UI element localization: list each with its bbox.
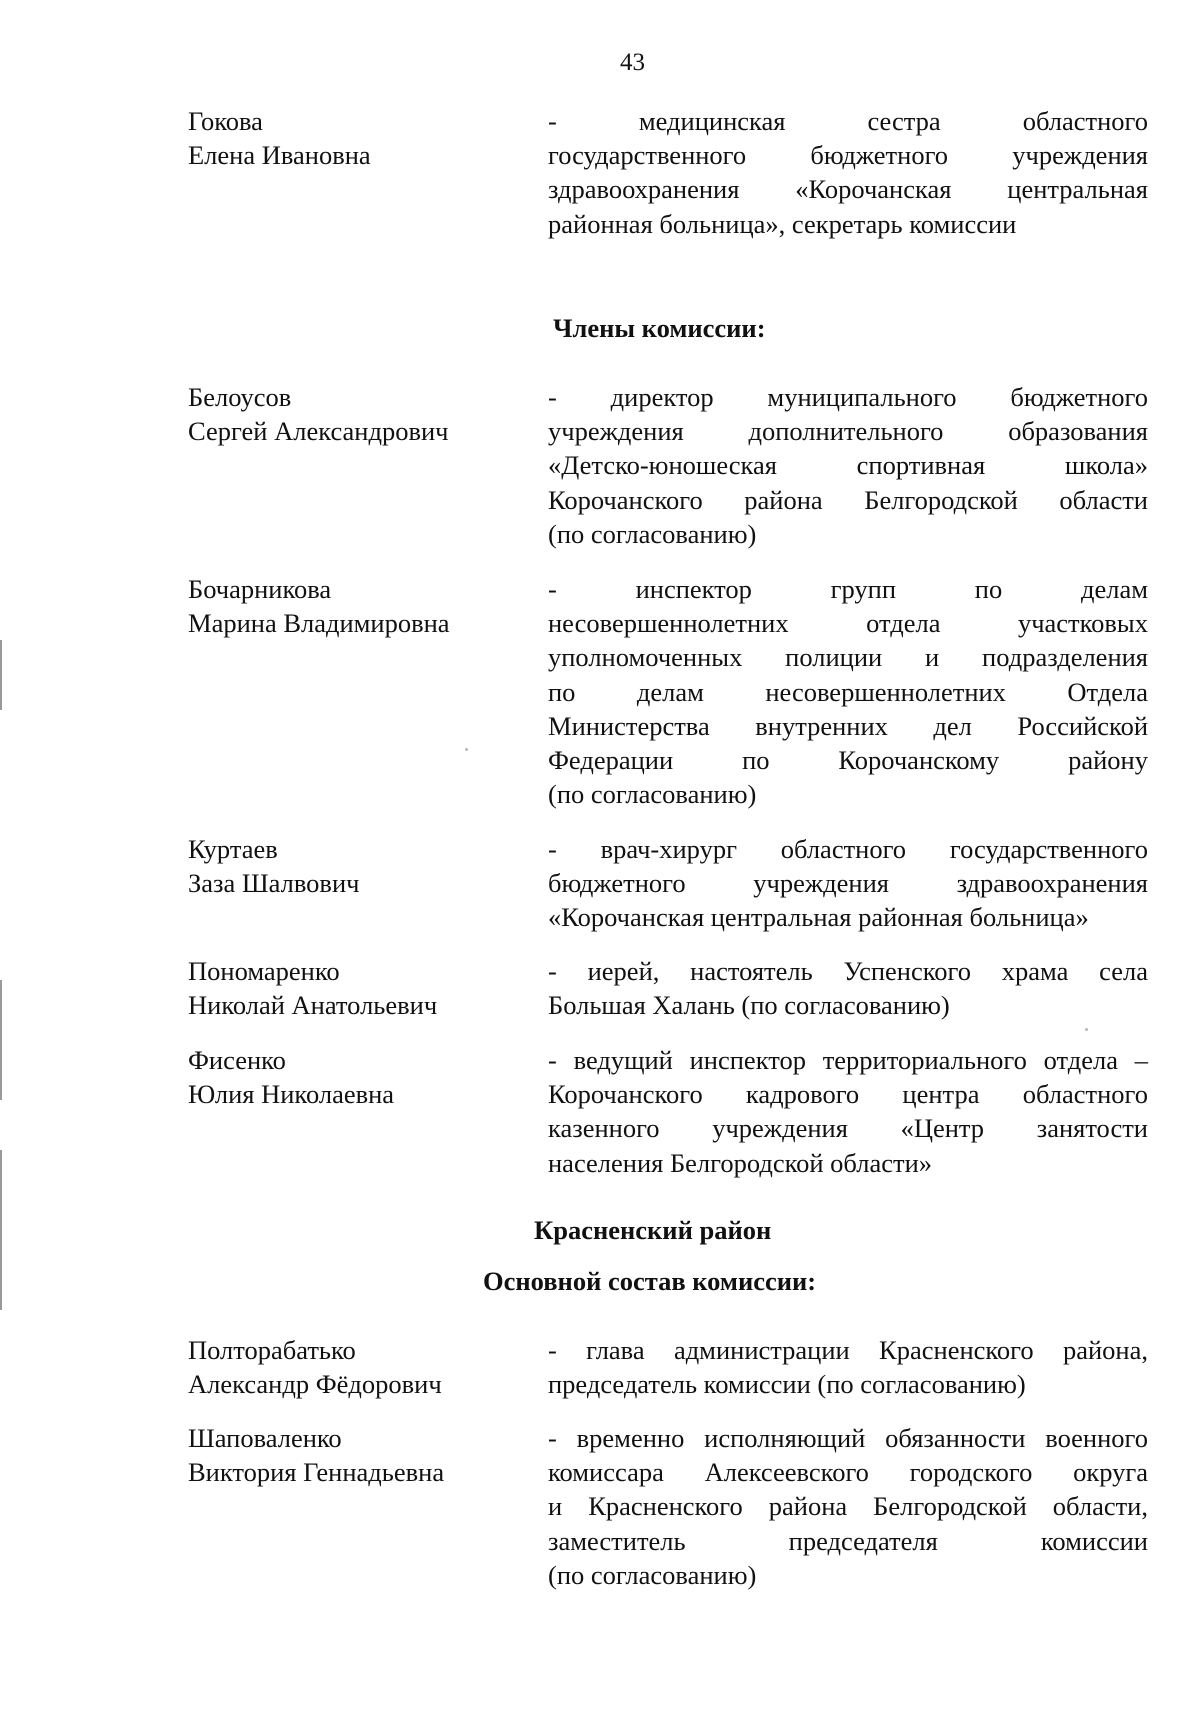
scan-edge-mark (0, 980, 2, 1100)
scan-speck (1085, 1028, 1088, 1031)
person-position (548, 954, 1148, 1022)
person-surname: Гокова (188, 106, 263, 136)
main-composition-heading: Основной состав комиссии: (483, 1266, 817, 1296)
position-line: Большая Халань (по согласованию) (548, 990, 950, 1021)
person-given-name: Александр Фёдорович (188, 1369, 442, 1400)
person-name (188, 380, 518, 448)
person-surname: Куртаев (188, 834, 278, 864)
person-position (548, 104, 1148, 241)
position-line: председатель комиссии (по согласованию) (548, 1369, 1026, 1400)
person-position (548, 380, 1148, 551)
position-line: населения Белгородской области» (548, 1147, 933, 1178)
position-line: и Красненского района Белгородской области, (548, 1491, 1148, 1522)
position-line: несовершеннолетних отдела участковых (548, 608, 1148, 639)
position-line: - временно исполняющий обязанности военного (548, 1423, 1148, 1453)
position-line: учреждения дополнительного образования (548, 416, 1148, 447)
person-position (548, 1043, 1148, 1180)
position-line: - врач-хирург областного государственного (548, 834, 1148, 864)
position-line: по делам несовершеннолетних Отдела (548, 676, 1148, 707)
person-name (188, 572, 518, 640)
position-line: Министерства внутренних дел Российской (548, 710, 1148, 741)
scan-edge-mark (0, 640, 2, 710)
position-line: районная больница», секретарь комиссии (548, 208, 1017, 239)
position-line: (по согласованию) (548, 1559, 757, 1590)
position-line: «Детско-юношеская спортивная школа» (548, 450, 1148, 481)
position-line: Федерации по Корочанскому району (548, 745, 1148, 776)
person-name (188, 1421, 518, 1489)
position-line: (по согласованию) (548, 518, 757, 549)
position-line: комиссара Алексеевского городского округа (548, 1457, 1148, 1488)
district-heading: Красненский район (534, 1215, 772, 1245)
person-surname: Белоусов (188, 382, 292, 412)
person-surname: Пономаренко (188, 956, 340, 986)
person-name (188, 832, 518, 900)
person-surname: Бочарникова (188, 574, 332, 604)
position-line: - иерей, настоятель Успенского храма села (548, 956, 1148, 986)
position-line: Корочанского района Белгородской области (548, 484, 1148, 515)
position-line: казенного учреждения «Центр занятости (548, 1113, 1148, 1144)
scan-edge-mark (0, 1150, 2, 1310)
position-line: заместитель председателя комиссии (548, 1525, 1148, 1556)
position-line: государственного бюджетного учреждения (548, 140, 1148, 171)
person-name (188, 1043, 518, 1111)
person-surname: Полторабатько (188, 1335, 356, 1365)
person-given-name: Сергей Александрович (188, 416, 449, 447)
person-name (188, 1333, 518, 1401)
scan-speck (465, 748, 468, 751)
position-line: (по согласованию) (548, 779, 757, 810)
position-line: «Корочанская центральная районная больница» (548, 902, 1089, 933)
person-given-name: Марина Владимировна (188, 608, 450, 639)
person-given-name: Елена Ивановна (188, 140, 371, 171)
person-name (188, 104, 518, 172)
person-position (548, 1421, 1148, 1592)
position-line: Корочанского кадрового центра областного (548, 1079, 1148, 1110)
members-heading: Члены комиссии: (553, 313, 766, 343)
position-line: - глава администрации Красненского района, (548, 1335, 1148, 1365)
person-surname: Шаповаленко (188, 1423, 342, 1453)
position-line: здравоохранения «Корочанская центральная (548, 174, 1148, 205)
person-given-name: Николай Анатольевич (188, 990, 438, 1021)
person-position (548, 1333, 1148, 1401)
position-line: - директор муниципального бюджетного (548, 382, 1148, 412)
position-line: бюджетного учреждения здравоохранения (548, 868, 1148, 899)
position-line: - ведущий инспектор территориального отдела – (548, 1045, 1148, 1075)
position-line: - инспектор групп по делам (548, 574, 1148, 604)
person-given-name: Заза Шалвович (188, 868, 360, 899)
person-given-name: Виктория Геннадьевна (188, 1457, 445, 1488)
position-line: уполномоченных полиции и подразделения (548, 642, 1148, 673)
person-surname: Фисенко (188, 1045, 286, 1075)
person-given-name: Юлия Николаевна (188, 1079, 395, 1110)
person-position (548, 832, 1148, 935)
page-number: 43 (620, 49, 645, 76)
person-position (548, 572, 1148, 811)
person-name (188, 954, 518, 1022)
position-line: - медицинская сестра областного (548, 106, 1148, 136)
